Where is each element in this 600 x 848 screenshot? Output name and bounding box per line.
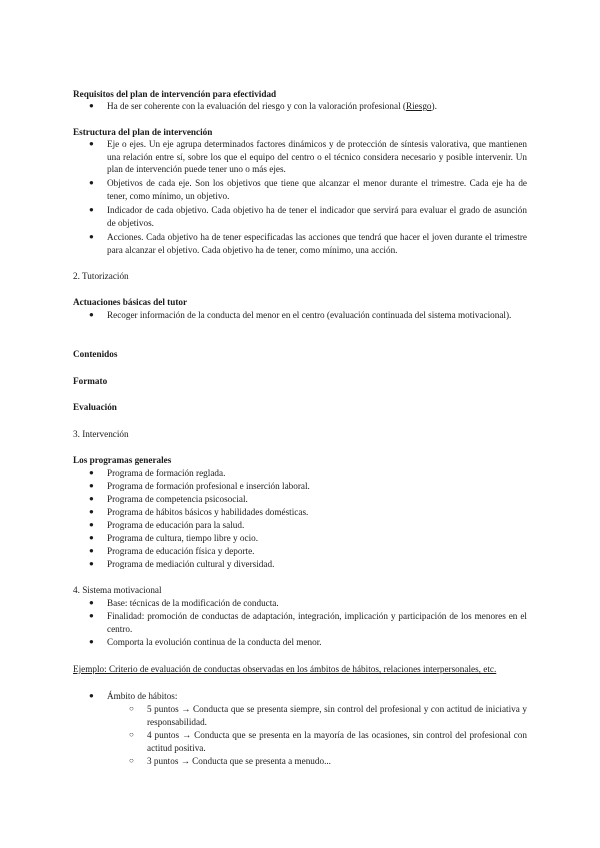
bullet-icon: ● <box>89 598 94 607</box>
sub-list-item: 3 puntos → Conducta que se presenta a menudo... <box>147 756 331 766</box>
ambito-label: Ámbito de hábitos: <box>107 691 178 701</box>
list-item: Programa de competencia psicosocial. <box>107 494 248 504</box>
bullet-icon: ● <box>89 494 94 503</box>
bullet-icon: ● <box>89 468 94 477</box>
list-item: Programa de educación para la salud. <box>107 520 245 530</box>
list-item: Programa de formación profesional e inserción laboral. <box>107 481 310 491</box>
list-item: Programa de hábitos básicos y habilidades domésticas. <box>107 507 309 517</box>
list-item: Ha de ser coherente con la evaluación del riesgo y con la valoración profesional (Riesgo). <box>107 101 437 111</box>
bullet-icon: ● <box>89 559 94 568</box>
bullet-icon: ● <box>89 637 94 646</box>
bullet-icon: ● <box>89 101 94 110</box>
list-item: Indicador de cada objetivo. Cada objetivo ha de tener el indicador que servirá para evaluar el grado de asunción de objetivos. <box>107 205 527 228</box>
bullet-icon: ● <box>89 139 94 148</box>
list-item: Eje o ejes. Un eje agrupa determinados factores dinámicos y de protección de síntesis valorativa, que mantienen una relación entre sí, sobre los que el equipo del centro o el técnico considera necesario y posible intervenir. Un plan de intervención puede tener uno o más ejes. <box>107 139 527 175</box>
circle-bullet-icon: ○ <box>129 704 134 713</box>
bullet-icon: ● <box>89 310 94 319</box>
heading-contenidos: Contenidos <box>73 349 118 359</box>
list-item: Finalidad: promoción de conductas de adaptación, integración, implicación y participación de los menores en el centro. <box>107 611 527 634</box>
list-item: Programa de mediación cultural y diversidad. <box>107 559 275 569</box>
heading-programas: Los programas generales <box>73 455 172 465</box>
heading-intervencion: 3. Intervención <box>73 429 129 439</box>
list-item: Recoger información de la conducta del menor en el centro (evaluación continuada del sistema motivacional). <box>107 310 512 320</box>
list-item: Programa de formación reglada. <box>107 468 226 478</box>
riesgo-link[interactable]: Riesgo <box>405 101 432 111</box>
bullet-icon: ● <box>89 546 94 555</box>
list-item: Base: técnicas de la modificación de conducta. <box>107 598 279 608</box>
circle-bullet-icon: ○ <box>129 756 134 765</box>
bullet-icon: ● <box>89 691 94 700</box>
heading-formato: Formato <box>73 376 108 386</box>
heading-sistema: 4. Sistema motivacional <box>73 585 162 595</box>
heading-ejemplo: Ejemplo: Criterio de evaluación de conductas observadas en los ámbitos de hábitos, relaciones interpersonales, etc. <box>73 664 497 674</box>
list-item: Programa de cultura, tiempo libre y ocio. <box>107 533 259 543</box>
bullet-icon: ● <box>89 507 94 516</box>
bullet-icon: ● <box>89 520 94 529</box>
sub-list-item: 5 puntos → Conducta que se presenta siempre, sin control del profesional y con actitud de iniciativa y responsabilidad. <box>147 704 527 727</box>
bullet-icon: ● <box>89 533 94 542</box>
bullet-icon: ● <box>89 611 94 620</box>
heading-evaluacion: Evaluación <box>73 402 117 412</box>
heading-tutorizacion: 2. Tutorización <box>73 271 129 281</box>
sub-list-item: 4 puntos → Conducta que se presenta en la mayoría de las ocasiones, sin control del profesional con actitud positiva. <box>147 730 527 753</box>
list-item: Objetivos de cada eje. Son los objetivos que tiene que alcanzar el menor durante el trimestre. Cada eje ha de tener, como mínimo, un objetivo. <box>107 178 527 201</box>
list-item: Comporta la evolución continua de la conducta del menor. <box>107 637 322 647</box>
list-item: Programa de educación física y deporte. <box>107 546 255 556</box>
heading-requisitos: Requisitos del plan de intervención para efectividad <box>73 89 277 99</box>
heading-estructura: Estructura del plan de intervención <box>73 127 213 137</box>
bullet-icon: ● <box>89 205 94 214</box>
bullet-icon: ● <box>89 178 94 187</box>
list-item: Acciones. Cada objetivo ha de tener especificadas las acciones que tendrá que hacer el joven durante el trimestre para alcanzar el objetivo. Cada objetivo ha de tener, como mínimo, una acción. <box>107 232 527 255</box>
heading-actuaciones: Actuaciones básicas del tutor <box>73 297 188 307</box>
bullet-icon: ● <box>89 481 94 490</box>
bullet-icon: ● <box>89 232 94 241</box>
circle-bullet-icon: ○ <box>129 730 134 739</box>
